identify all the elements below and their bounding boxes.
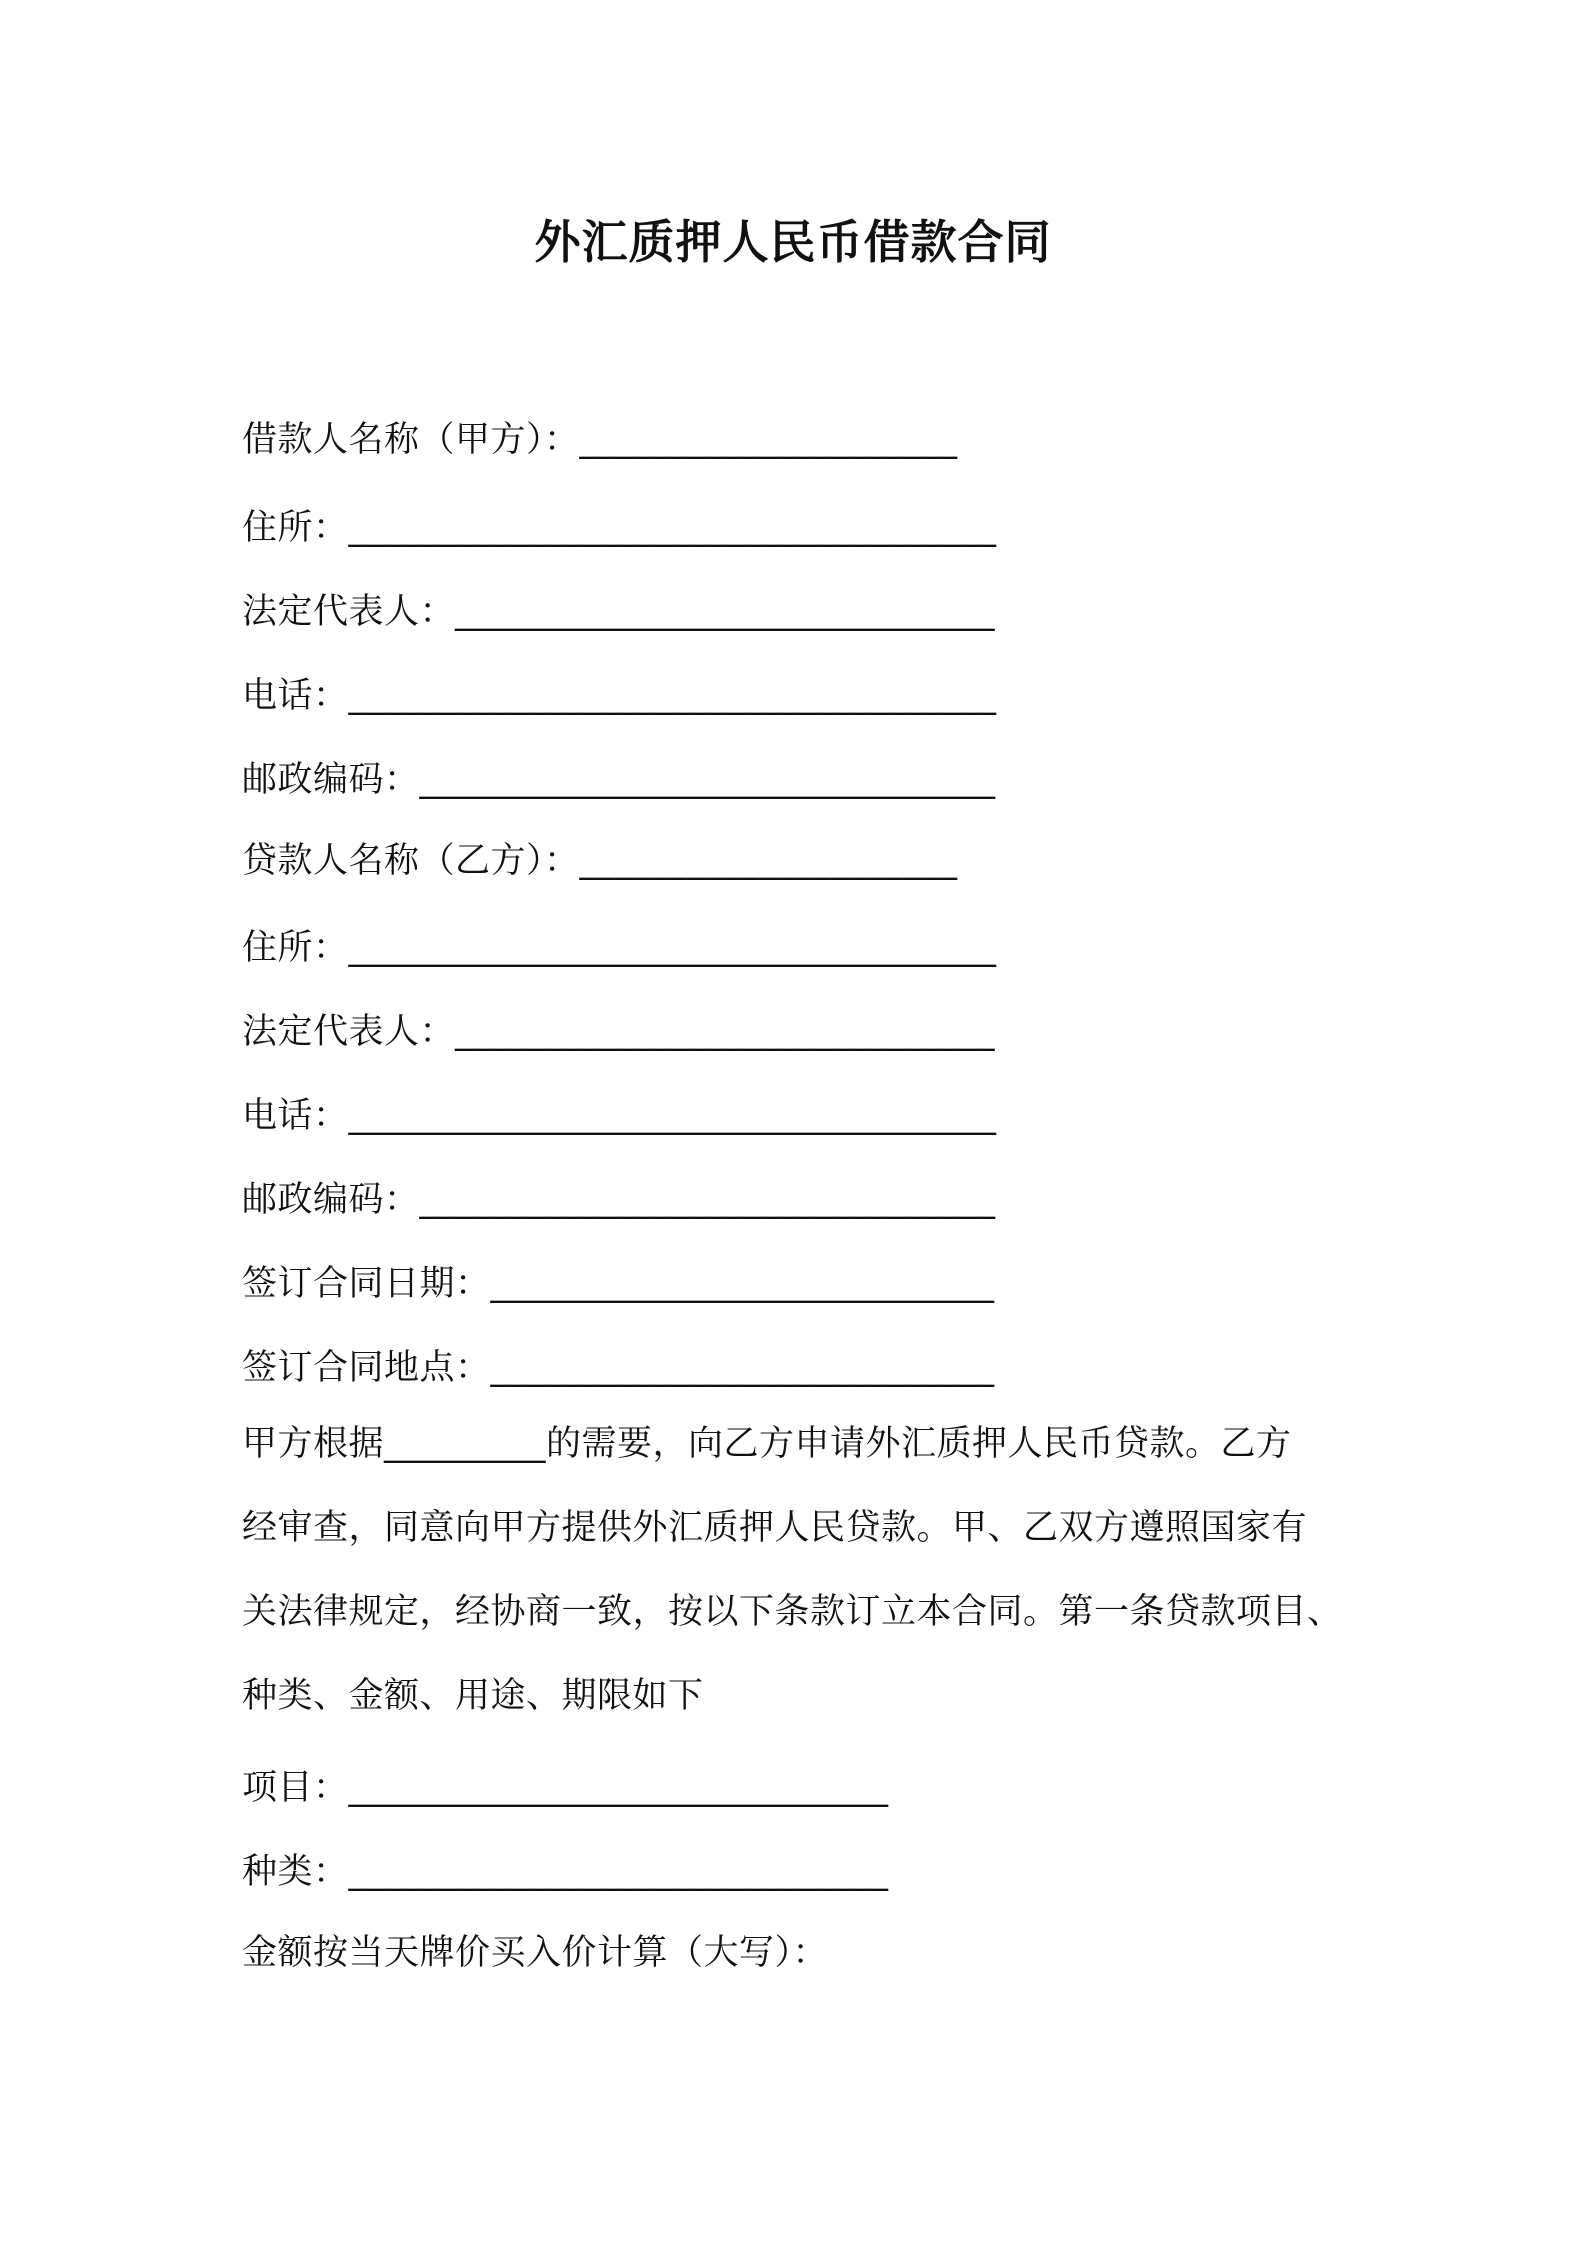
borrower-address-field: 住所：____________________________________ — [242, 508, 997, 548]
paragraph-line: 关法律规定，经协商一致，按以下条款订立本合同。第一条贷款项目、 — [242, 1592, 1343, 1632]
signing-date-field: 签订合同日期：____________________________ — [242, 1264, 995, 1304]
paragraph-line: 经审查，同意向甲方提供外汇质押人民贷款。甲、乙双方遵照国家有 — [242, 1508, 1308, 1548]
lender-legal-rep-field: 法定代表人：______________________________ — [242, 1012, 996, 1052]
loan-type-field: 种类：______________________________ — [242, 1852, 889, 1892]
borrower-phone-field: 电话：____________________________________ — [242, 676, 997, 716]
lender-phone-field: 电话：____________________________________ — [242, 1096, 997, 1136]
lender-postcode-field: 邮政编码：________________________________ — [242, 1180, 996, 1220]
borrower-name-field: 借款人名称（甲方）：_____________________ — [242, 420, 958, 460]
paragraph-line: 甲方根据_________的需要，向乙方申请外汇质押人民币贷款。乙方 — [242, 1424, 1292, 1464]
document-title: 外汇质押人民币借款合同 — [534, 215, 1052, 269]
lender-name-field: 贷款人名称（乙方）：_____________________ — [242, 841, 958, 881]
signing-place-field: 签订合同地点：____________________________ — [242, 1348, 995, 1388]
borrower-postcode-field: 邮政编码：________________________________ — [242, 760, 996, 800]
loan-amount-field: 金额按当天牌价买入价计算（大写）： — [242, 1933, 829, 1973]
contract-preamble-paragraph — [242, 1402, 1367, 1738]
lender-address-field: 住所：____________________________________ — [242, 928, 997, 968]
borrower-legal-rep-field: 法定代表人：______________________________ — [242, 592, 996, 632]
paragraph-line: 种类、金额、用途、期限如下 — [242, 1676, 704, 1716]
loan-project-field: 项目：______________________________ — [242, 1768, 889, 1808]
